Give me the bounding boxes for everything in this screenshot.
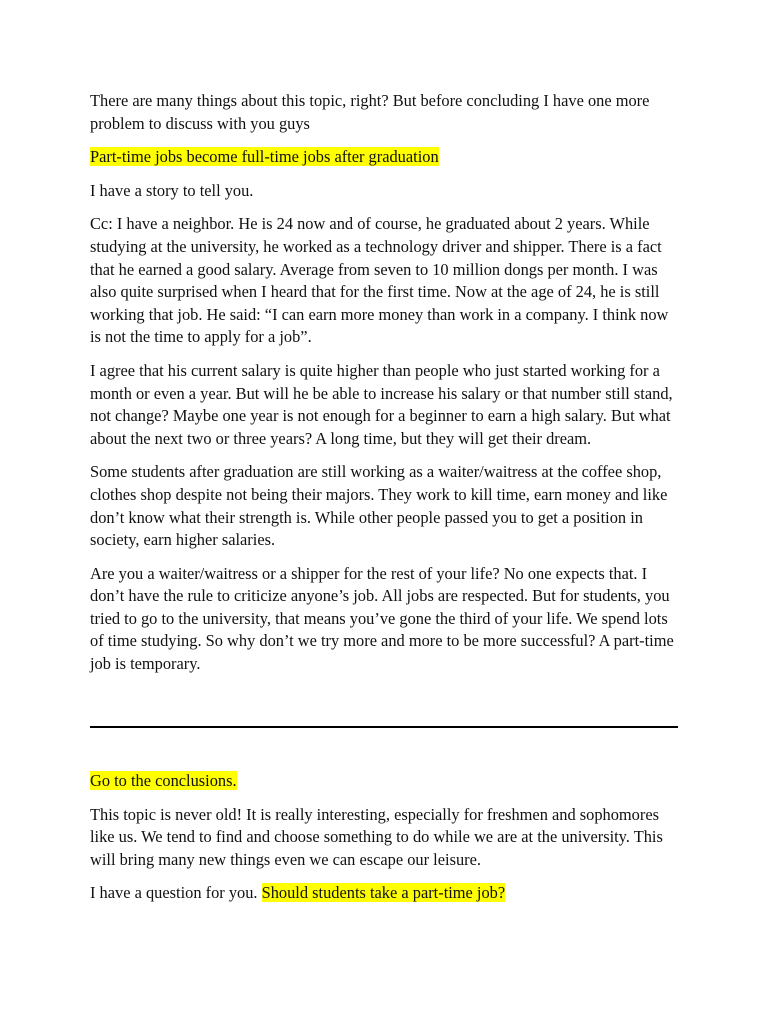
students-paragraph: Some students after graduation are still working as a waiter/waitress at the coffee shop, clothes shop despite not being their majors. They work to kill time, earn money and like don’t know what their strength is. While other people passed you to get a position in society, earn higher salaries. [90, 462, 668, 550]
intro-paragraph: There are many things about this topic, right? But before concluding I have one more problem to discuss with you guys [90, 91, 650, 133]
conclusion-paragraph: This topic is never old! It is really interesting, especially for freshmen and sophomores like us. We tend to find and choose something to do while we are at the university. This will bring many new things even we can escape our leisure. [90, 804, 663, 869]
section-heading [90, 146, 680, 169]
highlighted-conclusion-heading: Go to the conclusions. [90, 771, 237, 790]
final-question-prefix: I have a question for you. [90, 883, 262, 903]
final-question-paragraph [90, 882, 680, 905]
salary-paragraph: I agree that his current salary is quite higher than people who just started working for a month or even a year. But will he be able to increase his salary or that number still stand, not change? Maybe one year is not enough for a beginner to earn a high salary. But what about the next two or three years? A long time, but they will get their dream. [90, 360, 673, 448]
highlighted-heading: Part-time jobs become full-time jobs after graduation [90, 147, 439, 167]
horizontal-divider [90, 726, 678, 728]
conclusion-heading [90, 770, 680, 793]
neighbor-paragraph: Cc: I have a neighbor. He is 24 now and of course, he graduated about 2 years. While studying at the university, he worked as a technology driver and shipper. There is a fact that he earned a good salary. Average from seven to 10 million dongs per month. I was also quite surprised when I heard that for the first time. Now at the age of 24, he is still working that job. He said: “I can earn more money than work in a company. I think now is not the time to apply for a job”. [90, 214, 669, 347]
highlighted-final-question: Should students take a part-time job? [261, 883, 506, 903]
document-section-1 [90, 90, 680, 687]
question-paragraph: Are you a waiter/waitress or a shipper for the rest of your life? No one expects that. I don’t have the rule to criticize anyone’s job. All jobs are respected. But for students, you tried to go to the university, that means you’ve gone the third of your life. We spend lots of time studying. So why don’t we try more and more to be more successful? A part-time job is temporary. [90, 563, 674, 674]
document-section-2 [90, 770, 680, 916]
story-paragraph: I have a story to tell you. [90, 180, 254, 200]
